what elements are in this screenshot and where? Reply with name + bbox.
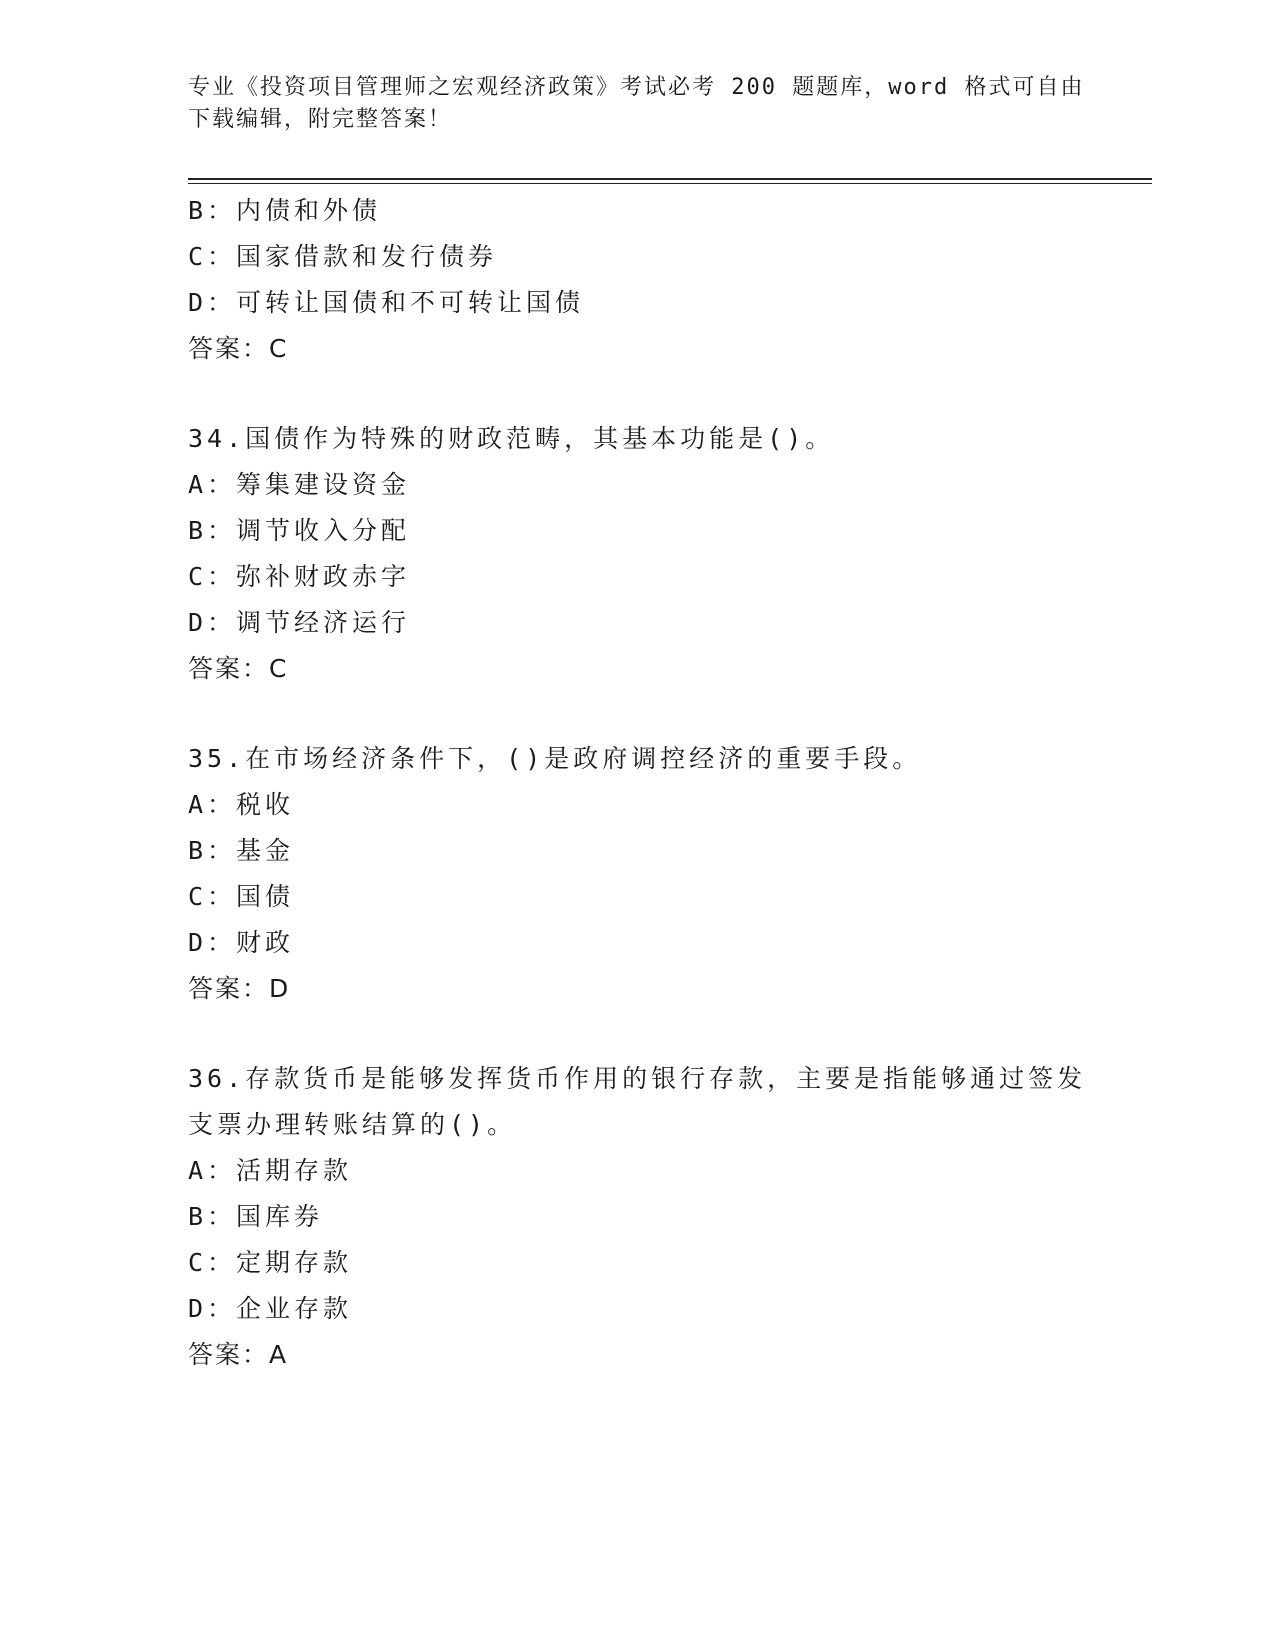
spacer — [188, 372, 1088, 416]
question-continued — [188, 188, 1088, 372]
option-c: C：弥补财政赤字 — [188, 562, 411, 591]
option-b: B：内债和外债 — [188, 196, 382, 225]
option-c: C：国家借款和发行债券 — [188, 242, 498, 271]
header-rule-thick — [188, 178, 1152, 180]
spacer — [188, 1012, 1088, 1056]
option-c: C：国债 — [188, 882, 295, 911]
option-a: A：活期存款 — [188, 1156, 353, 1185]
option-d: D：财政 — [188, 928, 295, 957]
option-a: A：税收 — [188, 790, 295, 819]
answer: 答案：C — [188, 654, 289, 683]
answer: 答案：C — [188, 334, 289, 363]
option-b: B：基金 — [188, 836, 295, 865]
option-b: B：国库券 — [188, 1202, 324, 1231]
option-d: D：可转让国债和不可转让国债 — [188, 288, 585, 317]
question-text: 35.在市场经济条件下，()是政府调控经济的重要手段。 — [188, 744, 922, 773]
question-36 — [188, 1056, 1088, 1378]
question-list — [188, 188, 1088, 1378]
option-d: D：调节经济运行 — [188, 608, 411, 637]
question-text: 34.国债作为特殊的财政范畴，其基本功能是()。 — [188, 424, 835, 453]
option-a: A：筹集建设资金 — [188, 470, 411, 499]
question-34 — [188, 416, 1088, 692]
option-d: D：企业存款 — [188, 1294, 353, 1323]
answer: 答案：D — [188, 974, 291, 1003]
question-text-line-2: 支票办理转账结算的()。 — [188, 1110, 517, 1139]
page-header: 专业《投资项目管理师之宏观经济政策》考试必考 200 题题库，word 格式可自由下载编辑，附完整答案！ — [188, 75, 1085, 132]
spacer — [188, 692, 1088, 736]
question-text-line-1: 36.存款货币是能够发挥货币作用的银行存款，主要是指能够通过签发 — [188, 1064, 1087, 1093]
option-c: C：定期存款 — [188, 1248, 353, 1277]
answer: 答案：A — [188, 1340, 289, 1369]
question-35 — [188, 736, 1088, 1012]
option-b: B：调节收入分配 — [188, 516, 411, 545]
header-rule-thin — [188, 183, 1152, 184]
